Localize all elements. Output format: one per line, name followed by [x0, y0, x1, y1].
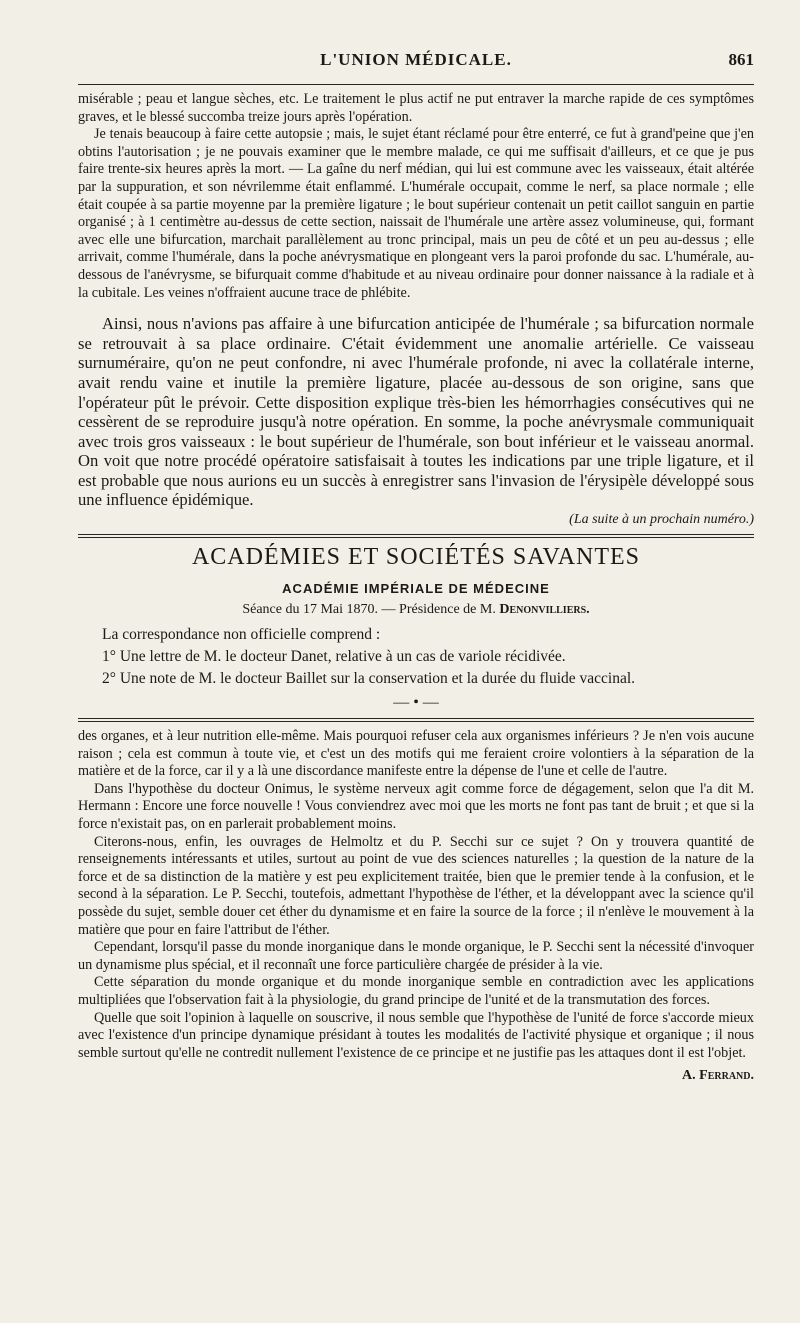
newspaper-page — [78, 46, 754, 1084]
page-header — [78, 46, 754, 76]
president-name: Denonvilliers. — [499, 602, 590, 618]
conclusion-paragraph — [78, 314, 754, 510]
feuilleton-divider — [78, 718, 754, 722]
paragraph: Cependant, lorsqu'il passe du monde inorganique dans le monde organique, le P. Secchi sent la nécessité d'invoquer un dynamisme plus spécial, et il reconnaît une force particulière chargée de présider à la vie. — [78, 939, 754, 973]
paragraph: misérable ; peau et langue sèches, etc. Le traitement le plus actif ne put entraver la marche rapide de ces symptômes graves, et le blessé succomba treize jours après l'opération. — [78, 91, 754, 125]
paragraph: Cette séparation du monde organique et du monde inorganique semble en contradiction avec les applications multipliées que l'observation fait à la physiologie, du grand principe de l'unité et de la transmutation des forces. — [78, 974, 754, 1008]
separator: — • — — [393, 694, 439, 712]
paragraph: Dans l'hypothèse du docteur Onimus, le système nerveux agit comme force de dégagement, selon que l'a dit M. Hermann : Encore une force nouvelle ! Vous conviendrez avec moi que les morts ne font pas tant de bruit ; et que si la force n'existait pas, on en parlerait probablement moins. — [78, 780, 754, 833]
page-number: 861 — [728, 50, 754, 69]
header-rule — [78, 84, 754, 85]
paragraph: Quelle que soit l'opinion à laquelle on souscrive, il nous semble que l'hypothèse de l'unité de force s'accorde mieux avec l'existence d'un principe dynamique présidant à toutes les modalités de l'activité physique et organique ; il nous semble surtout qu'elle ne contredit nullement l'existence de ce principe et ne justifie pas les attaques dont il est l'objet. — [78, 1009, 754, 1061]
correspondence-intro: La correspondance non officielle comprend : — [102, 626, 381, 644]
author-name: A. Ferrand. — [682, 1068, 754, 1084]
correspondence-item: 2° Une note de M. le docteur Baillet sur la conservation et la durée du fluide vaccinal. — [102, 670, 636, 688]
correspondence — [78, 624, 754, 690]
author-signature — [78, 1068, 754, 1084]
paragraph: Ainsi, nous n'avions pas affaire à une bifurcation anticipée de l'humérale ; sa bifurcation normale se retrouvait à sa place ordinaire. C'était évidemment une anomalie artérielle. Ce vaisseau surnuméraire, qu'on ne peut confondre, ni avec l'humérale profonde, ni avec la collatérale interne, avait rendu vaine et inutile la première ligature, placée au-dessous de son origine, sans que l'opérateur pût le prévoir. Cette disposition explique très-bien les hémorrhagies consécutives qui ne cessèrent de se reproduire jusqu'à notre opération. En somme, la poche anévrysmale communiquait avec trois gros vaisseaux : le bout supérieur de l'humérale, son bout inférieur et le vaisseau anormal. On voit que notre procédé opératoire satisfaisait à toutes les indications par une triple ligature, et il est probable que nous aurions eu un succès à enregistrer sans l'invasion de l'érysipèle développé sous une influence épidémique. — [78, 314, 754, 510]
continued-note: (La suite à un prochain numéro.) — [569, 512, 754, 528]
paragraph: Citerons-nous, enfin, les ouvrages de Helmoltz et du P. Secchi sur ce sujet ? On y trouvera quantité de renseignements intéressants et utiles, surtout au point de vue des sciences naturelles ; la question de la nature de la force et de sa distinction de la matière y est peu explicitement traitée, bien que le premier tende à la confusion, et le second à la séparation. Le P. Secchi, toutefois, admettant l'hypothèse de l'éther, et la développant avec la science qu'il possède du sujet, semble douer cet éther du dynamisme et en faire la source de la force ; il n'enlève le mouvement à la matière que pour en faire l'attribut de l'éther. — [78, 833, 754, 938]
paragraph: Je tenais beaucoup à faire cette autopsie ; mais, le sujet étant réclamé pour être enterré, ce fut à grand'peine que j'en obtins l'autorisation ; je ne pouvais examiner que le membre malade, ce qui me suffisait d'ailleurs, et ce que je pus faire trente-six heures après la mort. — La gaîne du nerf médian, qui lui est commune avec les vaisseaux, était altérée par la suppuration, et son névrilemme était enflammé. L'humérale occupait, comme le nerf, sa place normale ; elle était coupée à sa partie moyenne par la première ligature ; le bout supérieur contenait un petit caillot sanguin en partie organisé ; à 1 centimètre au-dessus de cette section, naissait de l'humérale une artère assez volumineuse, qui, formant avec elle une bifurcation, marchait parallèlement au tronc principal, mais un peu de côté et un peu au-dessus ; elle arrivait, comme l'humérale, dans la poche anévrysmatique en plongeant vers la paroi profonde du sac. L'humérale, au-dessous de l'anévrysme, se bifurquait comme d'habitude et au niveau ordinaire pour donner naissance à la radiale et à la cubitale. Les veines n'offraient aucune trace de phlébite. — [78, 126, 754, 301]
academy-title: ACADÉMIE IMPÉRIALE DE MÉDECINE — [282, 581, 550, 597]
seance-line — [78, 602, 754, 618]
section-divider — [78, 534, 754, 538]
correspondence-item: 1° Une lettre de M. le docteur Danet, relative à un cas de variole récidivée. — [102, 648, 566, 666]
section-title: ACADÉMIES ET SOCIÉTÉS SAVANTES — [191, 544, 641, 571]
seance-text: Séance du 17 Mai 1870. — Présidence de M. — [242, 602, 496, 618]
bottom-article — [78, 728, 754, 1062]
journal-title: L'UNION MÉDICALE. — [320, 50, 512, 69]
paragraph: des organes, et à leur nutrition elle-même. Mais pourquoi refuser cela aux organismes inférieurs ? Je n'en vois aucune raison ; cela est commun à toute vie, et c'est un des motifs qui me feraient croire volontiers à la séparation de la matière et de la force, car il y a là une discordance manifeste entre la dépense de l'une et celle de l'autre. — [78, 728, 754, 780]
top-article — [78, 91, 754, 302]
